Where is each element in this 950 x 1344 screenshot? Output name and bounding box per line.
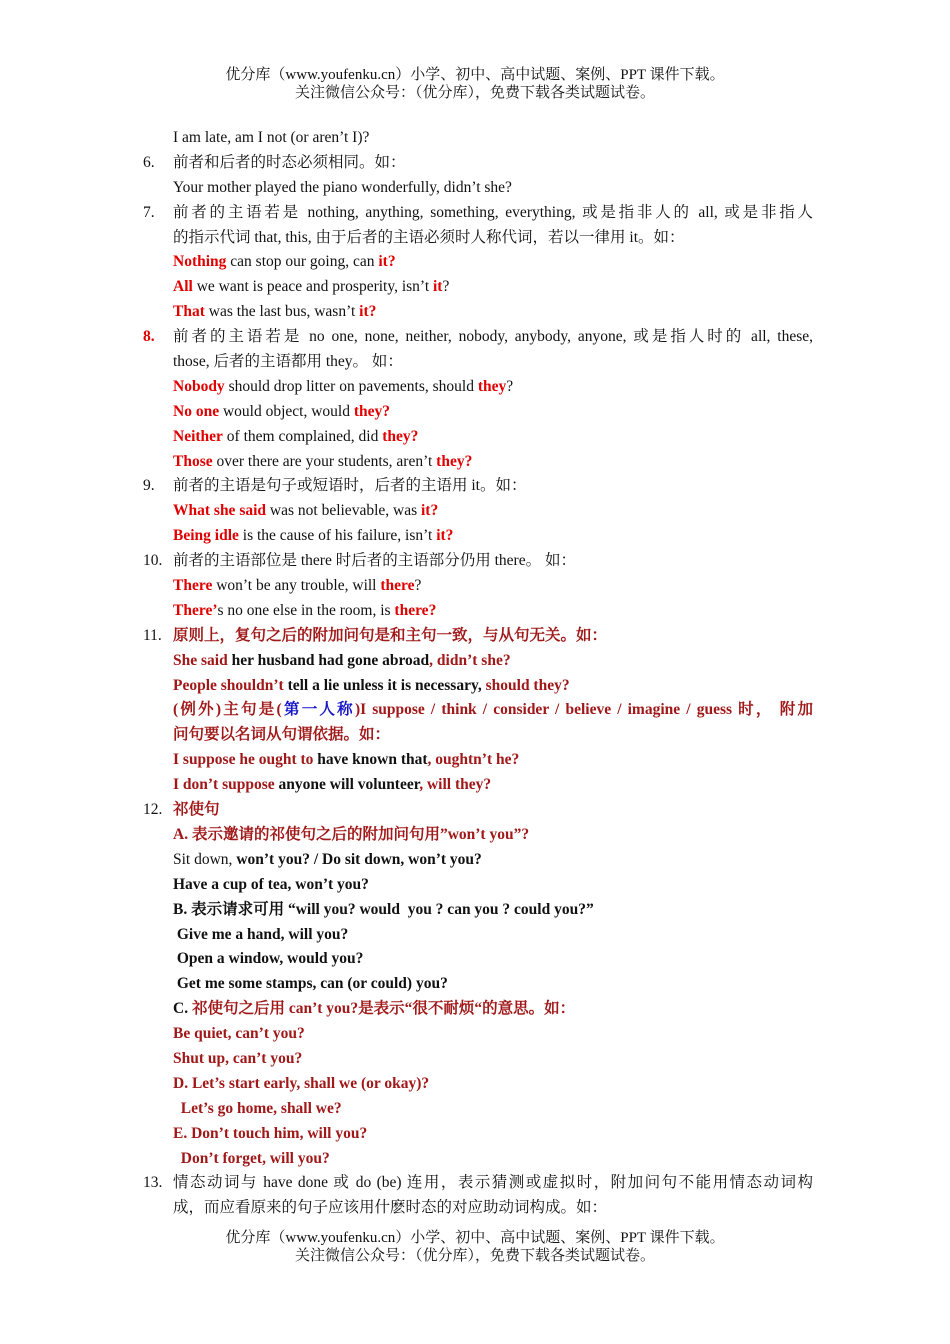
item-number: 7.: [143, 203, 155, 221]
example-line: I am late, am I not (or aren’t I)?: [173, 129, 370, 146]
rule-8: 8. 前者的主语若是 no one, none, neither, nobody, anybody, anyone, 或是指人时的 all, these,: [143, 325, 813, 350]
example-line: I don’t suppose anyone will volunteer, will they?: [173, 776, 492, 794]
example-line: Get me some stamps, can (or could) you?: [173, 975, 448, 993]
item-number: 9.: [143, 477, 155, 495]
rule-13-cont: 成，而应看原来的句子应该用什麽时态的对应助动词构成。如：: [173, 1199, 608, 1217]
example-line: I suppose he ought to have known that, oughtn’t he?: [173, 751, 520, 769]
example-line: Those over there are your students, aren’t they?: [173, 452, 473, 470]
page-footer: [0, 1229, 950, 1265]
example-line: Don’t forget, will you?: [173, 1149, 330, 1167]
rule-8-cont: those, 后者的主语都用 they。 如：: [173, 353, 403, 371]
example-line: Nobody should drop litter on pavements, should they?: [173, 377, 514, 395]
example-line: Neither of them complained, did they?: [173, 427, 419, 445]
example-line: Let’s go home, shall we?: [173, 1099, 342, 1117]
example-line: Give me a hand, will you?: [173, 925, 349, 943]
exception-note-cont: 问句要以名词从句谓依据。如：: [173, 726, 391, 744]
subrule-a: A. 表示邀请的祁使句之后的附加问句用”won’t you”?: [173, 825, 530, 843]
rule-12: 12. 祁使句: [143, 798, 813, 823]
example-line: There won’t be any trouble, will there?: [173, 577, 422, 595]
document-body: [143, 126, 813, 1221]
example-line: Your mother played the piano wonderfully, didn’t she?: [173, 178, 512, 196]
subrule-b: B. 表示请求可用 “will you? would you ? can you ? could you?”: [173, 900, 594, 918]
example-line: People shouldn’t tell a lie unless it is necessary, should they?: [173, 676, 570, 694]
example-line: Be quiet, can’t you?: [173, 1025, 305, 1043]
subrule-c: C. 祁使句之后用 can’t you?是表示“很不耐烦“的意思。如：: [173, 1000, 576, 1018]
example-line: Open a window, would you?: [173, 950, 364, 968]
subrule-d: D. Let’s start early, shall we (or okay)?: [173, 1074, 430, 1092]
item-number: 8.: [143, 328, 155, 346]
item-number: 12.: [143, 801, 163, 819]
rule-7: 7. 前者的主语若是 nothing, anything, something, everything, 或是指非人的 all, 或是非指人: [143, 201, 813, 226]
example-line: All we want is peace and prosperity, isn’t it?: [173, 278, 450, 296]
rule-7-cont: 的指示代词 that, this, 由于后者的主语必须时人称代词，若以一律用 it。如：: [173, 228, 685, 246]
exception-note: (例外)主句是(第一人称)I suppose / think / consider / believe / imagine / guess 时， 附加: [173, 701, 813, 719]
header-line-1: 优分库（www.youfenku.cn）小学、初中、高中试题、案例、PPT 课件下载。: [225, 67, 725, 83]
example-line: Nothing can stop our going, can it?: [173, 253, 396, 271]
rule-6: 6. 前者和后者的时态必须相同。如：: [143, 151, 813, 176]
item-number: 11.: [143, 626, 162, 644]
footer-line-2: 关注微信公众号：（优分库），免费下载各类试题试卷。: [294, 1248, 655, 1264]
example-line: Have a cup of tea, won’t you?: [173, 875, 369, 893]
example-line: That was the last bus, wasn’t it?: [173, 303, 377, 321]
rule-10: 10. 前者的主语部位是 there 时后者的主语部分仍用 there。 如：: [143, 549, 813, 574]
footer-line-1: 优分库（www.youfenku.cn）小学、初中、高中试题、案例、PPT 课件下载。: [225, 1230, 725, 1246]
rule-9: 9. 前者的主语是句子或短语时，后者的主语用 it。如：: [143, 474, 813, 499]
subrule-e: E. Don’t touch him, will you?: [173, 1124, 368, 1142]
rule-11: 11. 原则上，复句之后的附加问句是和主句一致，与从句无关。如：: [143, 624, 813, 649]
header-line-2: 关注微信公众号：（优分库），免费下载各类试题试卷。: [294, 85, 655, 101]
example-line: Being idle is the cause of his failure, isn’t it?: [173, 527, 454, 545]
example-line: She said her husband had gone abroad, didn’t she?: [173, 651, 511, 669]
rule-13: 13. 情态动词与 have done 或 do (be) 连用，表示猜测或虚拟时，附加问句不能用情态动词构: [143, 1171, 813, 1196]
example-line: What she said was not believable, was it?: [173, 502, 439, 520]
item-number: 10.: [143, 552, 163, 570]
example-line: Sit down, won’t you? / Do sit down, won’t you?: [173, 850, 482, 868]
item-number: 6.: [143, 153, 155, 171]
item-number: 13.: [143, 1174, 163, 1192]
example-line: Shut up, can’t you?: [173, 1049, 303, 1067]
example-line: No one would object, would they?: [173, 402, 390, 420]
page-header: [0, 66, 950, 102]
example-line: There’s no one else in the room, is there?: [173, 601, 437, 619]
